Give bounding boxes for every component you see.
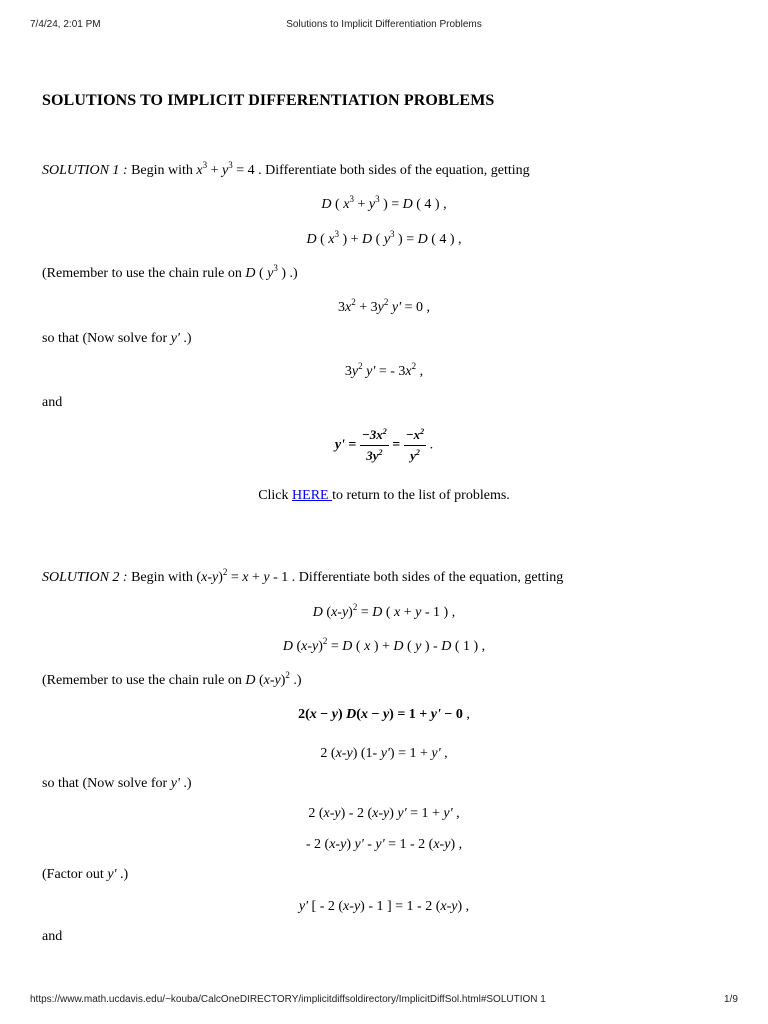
solution-1-label: SOLUTION 1 : (42, 163, 128, 178)
return-to-list-link[interactable]: HERE (292, 488, 333, 503)
page-title: SOLUTIONS TO IMPLICIT DIFFERENTIATION PROBLEMS (42, 92, 495, 109)
solution-1-and: and (42, 395, 63, 410)
solution-1-so-that: so that (Now solve for y' .) (42, 331, 192, 346)
equation-s2-5: 2 (x-y) - 2 (x-y) y' = 1 + y' , (308, 806, 460, 821)
equation-s1-1: D ( $x^3 + y^3$ ) = D ( 4 ) , (321, 194, 447, 212)
equation-s2-7: y' [ - 2 (x-y) - 1 ] = 1 - 2 (x-y) , (298, 899, 470, 914)
equation-s2-6: - 2 (x-y) y' - y' = 1 - 2 (x-y) , (305, 837, 463, 852)
return-line-1: Click HERE to return to the list of problems. (258, 488, 510, 503)
equation-s2-2: D $(x-y)^2 = D$ ( x ) + D ( y ) - D ( 1 ) , (282, 636, 486, 654)
equation-s1-5: y' = $\frac{-3x^2}{3y^2}$ = $\frac{-x^2}{y^2}$ . (334, 427, 434, 463)
equation-s2-1: D $(x-y)^2 = D$ ( x + y - 1 ) , (312, 602, 456, 620)
print-page-title: Solutions to Implicit Differentiation Problems (286, 19, 482, 30)
fraction-1: $\frac{-3x^2}{3y^2}$ (361, 427, 387, 463)
print-page-count: 1/9 (724, 994, 738, 1005)
solution-2-remember: (Remember to use the chain rule on D $(x-y)^2$ .) (42, 670, 302, 688)
solution-2-label: SOLUTION 2 : (42, 570, 128, 585)
equation-s1-3: $3x^2 + 3y^2$ y' = 0 , (338, 297, 430, 315)
print-url: https://www.math.ucdavis.edu/~kouba/CalcOneDIRECTORY/implicitdiffsoldirectory/ImplicitDiffSol.html#SOLUTION 1 (30, 994, 546, 1005)
solution-2-and: and (42, 929, 63, 944)
equation-s1-4: $3y^2$ y' = - $3x^2$ , (344, 361, 424, 379)
solution-2-so-that: so that (Now solve for y' .) (42, 776, 192, 791)
solution-2-factor: (Factor out y' .) (42, 867, 129, 882)
print-datetime: 7/4/24, 2:01 PM (30, 19, 101, 30)
fraction-2: $\frac{-x^2}{y^2}$ (405, 427, 425, 463)
solution-1-intro: SOLUTION 1 : Begin with $x^3 + y^3 = 4$ . Differentiate both sides of the equation, getting (42, 160, 530, 178)
solution-1-remember: (Remember to use the chain rule on D ( $y^3$ ) .) (42, 263, 298, 281)
equation-s2-4: 2 (x-y) (1- y') = 1 + y' , (320, 746, 448, 761)
equation-s2-3: 2(x − y) D(x − y) = 1 + y' − 0 , (298, 707, 470, 722)
solution-2-intro: SOLUTION 2 : Begin with $(x-y)^2 = x + y - 1$ . Differentiate both sides of the equation, getting (42, 567, 564, 585)
equation-s1-2: D ( $x^3$ ) + D ( $y^3$ ) = D ( 4 ) , (306, 229, 462, 247)
